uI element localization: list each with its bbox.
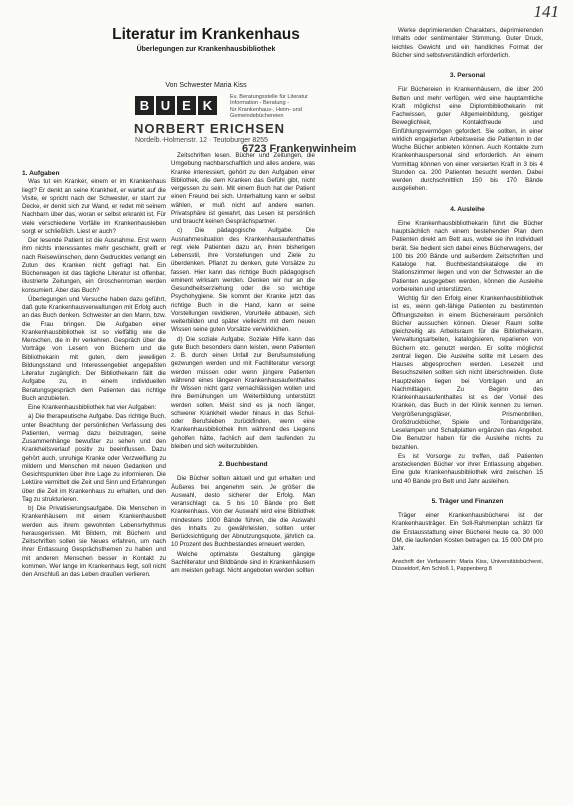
section-heading-traeger: 5. Träger und Finanzen xyxy=(431,497,504,505)
article-subtitle: Überlegungen zur Krankenhausbibliothek xyxy=(136,46,276,53)
column-middle xyxy=(171,152,315,798)
article-title: Literatur im Krankenhaus xyxy=(112,26,300,43)
paragraph: Zeitschriften lesen. Bücher und Zeitungen, die Umgebung nachbarschaftlich und alles andere, was Kranke interessiert, gehört zu den Aufgaben einer Bibliothek, die dem Kranken das Gefühl gibt, nicht vergessen zu sein. Mit einem Buch hat der Patient einen Freund bei sich. Unterhaltung kann er selbst wählen, er muß nicht auf andere warten. Privatsphäre ist gewahrt, das Lesen ist persönlich und braucht keinen Gesprächspartner. xyxy=(171,152,315,225)
stamp-line: für Krankenhaus-, Heim- und xyxy=(230,106,302,113)
paragraph: Die Bücher sollten aktuell und gut erhalten und Äußeres frei angenehm sein. Je größer die Auswahl, desto sicherer der Erfolg. Man veranschlagt ca. 5 bis 10 Bände pro Bett Krankenhaus. Von der Auswahl wird eine Bibliothek mindestens 1000 Bände führen, die die Auswahl des Inhalts zu gewährleisten, sollten unter Berücksichtigung der Abnutzungsquote, jährlich ca. 10 Prozent des Buchbestandes erneuert werden. xyxy=(171,475,315,549)
stamp-logo-letter: K xyxy=(198,96,217,115)
stamp-name: NORBERT ERICHSEN xyxy=(134,121,286,136)
paragraph: Eine Krankenhausbibliothek hat vier Aufgaben: xyxy=(28,404,157,411)
author-address-footnote: Anschrift der Verfasserin: Maria Kiss, Universitätsbücherei, Düsseldorf, Am Schloß 1, Pappenberg 8 xyxy=(392,559,543,573)
paragraph: Eine Krankenhausbibliothekarin führt die Bücher hauptsächlich nach einem bestehenden Plan dem Patienten direkt am Bett aus, wobei sie ihn individuell berät. Sie bedient sich dabei eines Bücherwagens, der 100 bis 200 Bände und außerdem Zeitschriften und Kataloge hat. Buchbestandskataloge die im Stationszimmer liegen und von der Schwester an die Patienten ausgegeben werden, können die Ausleihe vorbereiten und unterstützen. xyxy=(392,219,543,293)
paragraph: Für Büchereien in Krankenhäusern, die über 200 Betten und mehr verfügen, wird eine hauptamtliche Kraft möglichst eine Diplombibliothekarin mit Fachwissen, guter Allgemeinbildung, geistiger Beweglichkeit, Kontaktfreude und Einfühlungsvermögen gefordert. Sie sollten, in einer wirklich engagierten Arbeitsweise die Patienten in der Woche Bücher anbieten können. Auch Kontakte zum Krankenhauspersonal sind erforderlich. An einem Vormittag können von einer versierten Kraft in 3 bis 4 Stunden ca. 200 Patienten besucht werden. Dabei werden durchschnittlich 150 bis 170 Bände ausgeliehen. xyxy=(392,86,543,193)
section-heading-personal: 3. Personal xyxy=(449,72,486,79)
paragraph: Werke deprimierenden Charakters, deprimierenden Inhalts oder sentimentaler Stimmung. Guter Druck, leichtes Gewicht und ein handliches Format der Bücher sind selbstverständlich erforderlich. xyxy=(392,27,543,59)
section-heading-aufgaben: 1. Aufgaben xyxy=(22,170,60,177)
stamp-logo-letter: E xyxy=(177,96,196,115)
article-author: Von Schwester Maria Kiss xyxy=(165,82,247,89)
paragraph: a) Die therapeutische Aufgabe. Das richtige Buch, unter Beachtung der persönlichen Verfassung des Patienten, vermag dazu beizutragen, seine Zusammenhänge bewußter zu sehen und den Krankheitsverlauf positiv zu beeinflussen. Dazu gehört auch, unruhige Kranke oder Verzweiflung zu mildern und Menschen mit neuen Gedanken und Gesichtspunkten über ihre Lage zu informieren. Die Lektüre vermittelt die Zeit und Sinn und Erfahrungen über die Zeit im Krankenhaus zu erhalten, und den Tag zu strukturieren. xyxy=(22,413,166,503)
stamp-logo xyxy=(135,96,217,115)
stamp-address: Nordelb.-Holmenstr. 12 · Teutoburger 8255 xyxy=(135,137,268,144)
stamp-number: 6723 Frankenwinheim xyxy=(242,143,357,155)
stamp-line: Ev. Beratungsstelle für Literatur xyxy=(230,94,308,100)
stamp-line: Information - Beratung - xyxy=(230,100,290,107)
column-right xyxy=(392,27,543,795)
section-heading-ausleihe: 4. Ausleihe xyxy=(450,205,485,213)
stamp-logo-letter: U xyxy=(156,96,175,115)
paragraph: Der lesende Patient ist die Ausnahme. Erst wenn ihm nichts interessantes mehr geschieht, greift er nach Reisewünschen, denn Gedrucktes verlangt ein Zutun des Kranken nicht gefragt hat. Ein Bücherwagen ist das tägliche Literatur ist offenbar, illustrierte Zeitungen, ein Groschenroman werden konsumiert. Aber das Buch? xyxy=(22,237,166,294)
column-left xyxy=(22,170,166,798)
paragraph: Welche optimalste Gestaltung gängige Sachliteratur und Bildbände sind in Krankenhäusern am meisten gefragt. Nicht angeboten werden sollten xyxy=(171,550,315,574)
paragraph: Was tut ein Kranker, einem er im Krankenhaus liegt? Er denkt an seine Krankheit, er wartet auf die Visite, er spricht nach der Schwester, er starrt zur Decke, er denkt sich zur Wand, er redet mit seinem Nachbarn über das, woran er selbst erkrankt ist. Für viele verschiedene Vorfälle im Krankenhausleben sorgt er schließlich. Liest er auch? xyxy=(22,178,166,235)
paragraph: Es ist Vorsorge zu treffen, daß Patienten ansteckenden Bücher vor ihrer Entlassung abgeben. Eine gute Krankenhausbibliothek wird zwischen 15 und 40 Bände pro Bett und Jahr ausleihen. xyxy=(392,452,543,485)
stamp-line: Gemeindebüchereien xyxy=(230,112,284,119)
section-heading-buchbestand: 2. Buchbestand xyxy=(218,461,268,468)
paragraph: d) Die soziale Aufgabe. Soziale Hilfe kann das gute Buch besonders dann leisten, wenn Patienten z. B. durch einen Unfall zur Berufsumstellung gezwungen werden und mit Fachliteratur versorgt werden müssen oder wenn jüngere Patienten während eines längeren Krankenhausaufenthaltes ihr Wissen nicht ganz vernachlässigen wollen und ihre Bemühungen um Weiterbildung unterstützt werden sollen. Meist sind es ja noch länger, schwerer Krankheit wieder hinaus in das Schul- oder Berufsleben zurückfinden, wenn eine Krankenhausbibliothek ihm während des Liegens geholfen hätte, fachlich auf dem laufenden zu bleiben und sich weiterzubilden. xyxy=(171,335,315,450)
paragraph: c) Die pädagogische Aufgabe. Die Ausnahmesituation des Krankenhausaufenthaltes regt viele Patienten dazu an, ihren bisherigen Lebensstil, ihre Vorstellungen und Ziele zu überdenken. Pflanzt zu denken, gute Vorsätze zu fassen. Hier kann das richtige Buch pädagogisch eminent wirksam werden. Denken wir nur an die Gesundheitserziehung oder die so wichtige Psychohygiene. Sie kommt der Kranke jetzt das richtige Buch in die Hand, kann er seine Vorstellungen revidieren, Vorurteile abbauen, sich weiterbilden und später vielleicht mit dem neuen Wissen seine guten Vorsätze verwirklichen. xyxy=(171,227,315,334)
stamp-logo-letter: B xyxy=(135,96,154,115)
library-stamp xyxy=(132,93,362,159)
page-number: 141 xyxy=(533,2,559,21)
paragraph: Wichtig für den Erfolg einer Krankenhausbibliothek ist es, wenn geh-fähige Patienten zu bestimmten Öffnungszeiten in einem Büchereiraum persönlich Bücher aussuchen können. Dieser Raum sollte gleichzeitig als Arbeitsraum für die Bibliothekarin, Verwaltungsarbeiten, katalogisieren, reparieren von Büchern etc. genutzt werden. Er sollte möglichst zentral liegen. Die Ausleihe sollte mit Lesern des Hauses abgesprochen werden. Lesezeit und Besuchszeiten sollten sich nicht überschneiden. Gute Hauptzeiten liegen bei Vorträgen und an Nachmittagen. Zu Beginn des Krankenhausaufenthaltes ist es der Vorteil des Kranken, das Buch in der Klinik kennen zu lernen. Vergrößerungsgläser, Prismenbrillen, Großdruckbücher, Spiele und Tonbandgeräte, Leselampen und Schallplatten ergänzen das Angebot. Die Benutzer haben für die Ausleihe nichts zu bezahlen. xyxy=(392,295,543,451)
paragraph: Träger einer Krankenhausbücherei ist der Krankenhausträger. Ein Soll-Rahmenplan schätzt für die Erstausstattung einer Bücherei heute ca. 30 000 DM, die laufenden Kosten betragen ca. 15 000 DM pro Jahr. xyxy=(392,512,543,552)
stamp-description xyxy=(230,94,308,119)
paragraph: b) Die Privatisierungsaufgabe. Die Menschen in Krankenhäusern mit einem Krankenhausbett werden aus ihrem gewohnten Lebensrhythmus herausgerissen. Mit Bildern, mit Büchern und Zeitschriften sollen sie Neues erfahren, um nach ihrer Entlassung Gesprächsthemen zu haben und mit anderen Menschen besser in Kontakt zu kommen. Wer lange im Krankenhaus liegt, soll nicht den Anschluß an das Leben draußen verlieren. xyxy=(22,505,166,578)
paragraph: Überlegungen und Versuche haben dazu geführt, daß gute Krankenhausverwaltungen mit Erfolg auch an das Buch denken. Schwester an den Mann, bzw. die Frau bringen. Die Aufgaben einer Krankenhausbibliothek ist so vielfältig wie die Menschen, die in ihr verkehren. Gespräch über die Vorträge von Lesern von Büchern und die Bibliothekarin mit guten, dem jeweiligen Bildungsstand und Interessengebiet angepaßten Literatur zugänglich. Der Bibliothekarin fällt die Aufgabe zu, in einem individuellen Beratungsgespräch dem Patienten das richtige Buch anzubieten. xyxy=(22,295,166,402)
